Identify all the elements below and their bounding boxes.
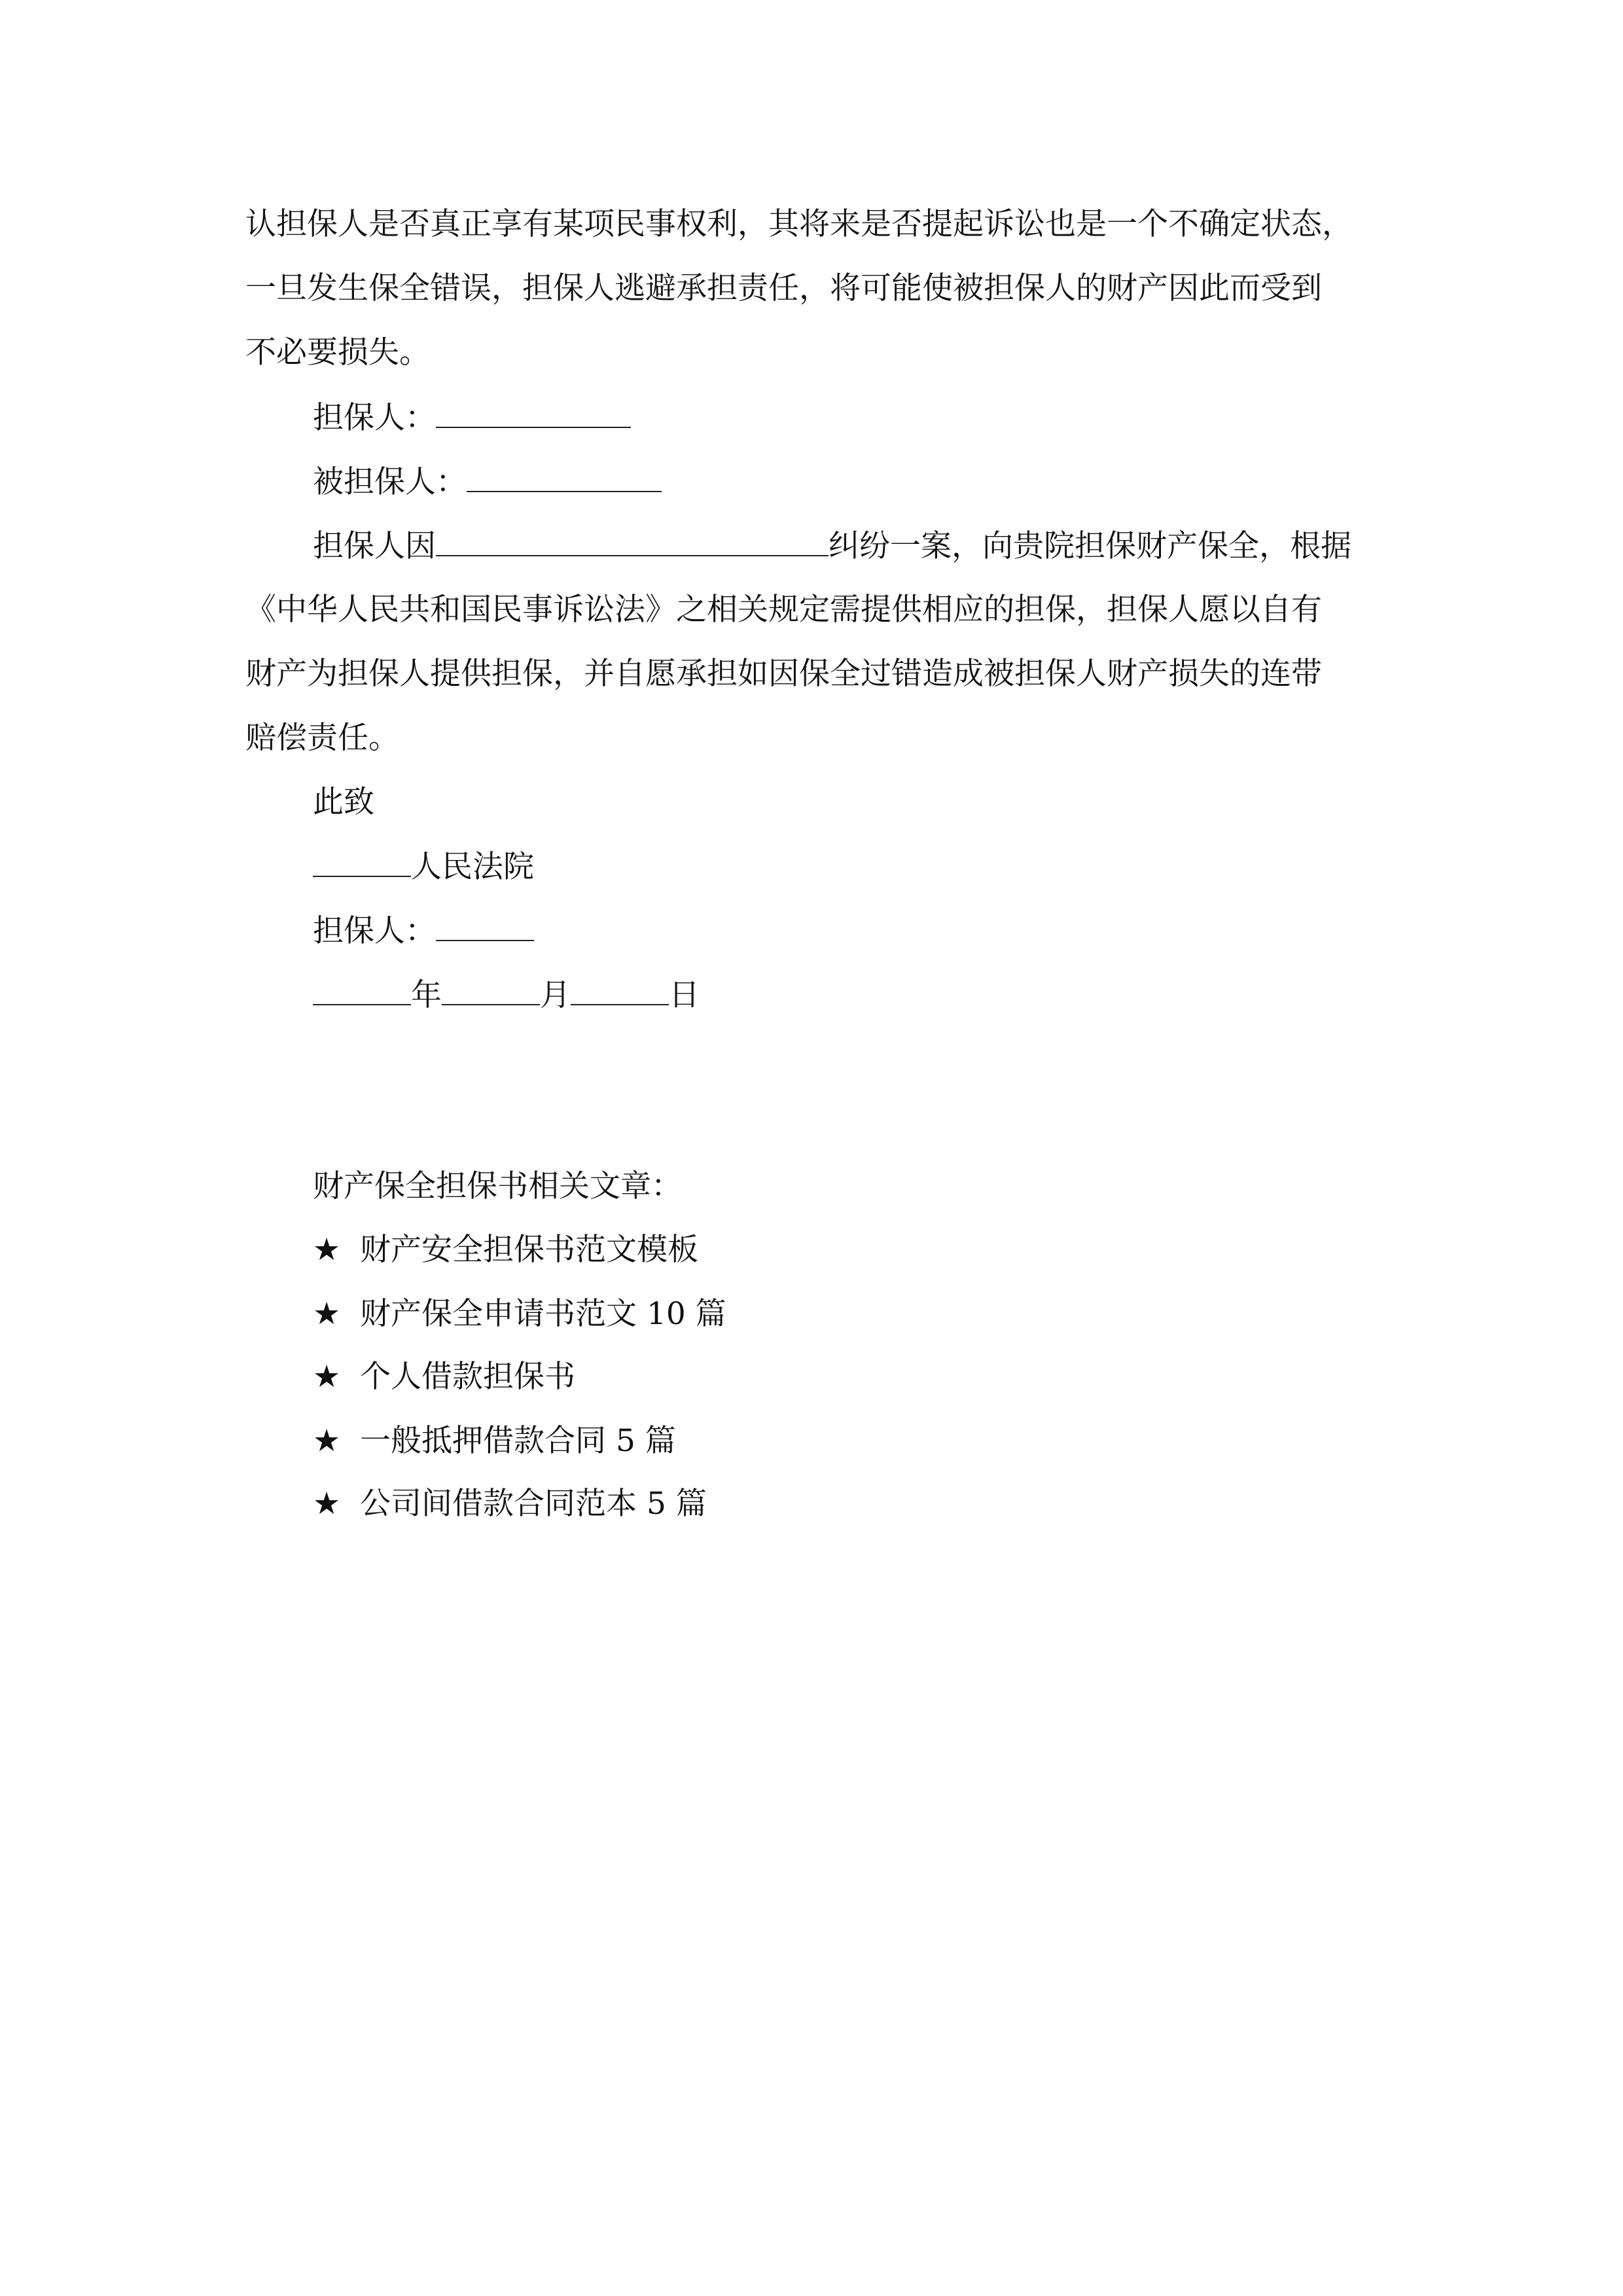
month-blank bbox=[442, 975, 540, 1005]
salutation: 此致 bbox=[313, 784, 374, 820]
related-item-label[interactable]: 财产保全申请书范文 10 篇 bbox=[360, 1296, 726, 1332]
guarantor-field bbox=[313, 398, 631, 438]
signer-blank bbox=[436, 911, 534, 941]
court-line bbox=[313, 847, 534, 887]
related-item-label[interactable]: 个人借款担保书 bbox=[360, 1359, 575, 1395]
guarantor-blank bbox=[436, 398, 631, 428]
star-icon: ★ bbox=[313, 1296, 341, 1332]
day-blank bbox=[571, 975, 669, 1005]
related-item[interactable] bbox=[313, 1230, 698, 1270]
paragraph2-line4: 赔偿责任。 bbox=[245, 720, 399, 756]
month-label: 月 bbox=[540, 977, 571, 1013]
star-icon: ★ bbox=[313, 1232, 341, 1268]
dispute-blank bbox=[436, 526, 829, 556]
paragraph1-line1: 认担保人是否真正享有某项民事权利，其将来是否提起诉讼也是一个不确定状态， bbox=[245, 206, 1353, 242]
related-item[interactable] bbox=[313, 1295, 726, 1334]
signer-line bbox=[313, 911, 534, 951]
paragraph2-line3: 财产为担保人提供担保，并自愿承担如因保全过错造成被担保人财产损失的连带 bbox=[245, 656, 1322, 692]
paragraph2-line2: 《中华人民共和国民事诉讼法》之相关规定需提供相应的担保，担保人愿以自有 bbox=[245, 592, 1322, 628]
paragraph1-line3: 不必要损失。 bbox=[245, 334, 430, 370]
signer-label: 担保人： bbox=[313, 913, 436, 949]
year-blank bbox=[313, 975, 411, 1005]
guaranteed-label: 被担保人： bbox=[313, 464, 467, 500]
related-item[interactable] bbox=[313, 1484, 707, 1524]
paragraph2-prefix: 担保人因 bbox=[313, 528, 436, 564]
date-line bbox=[313, 975, 700, 1015]
related-item[interactable] bbox=[313, 1357, 575, 1397]
paragraph2-suffix: 纠纷一案，向贵院担保财产保全，根据 bbox=[829, 528, 1351, 564]
related-item-label[interactable]: 财产安全担保书范文模板 bbox=[360, 1232, 698, 1268]
guarantor-label: 担保人： bbox=[313, 400, 436, 436]
paragraph2-line1 bbox=[313, 526, 1351, 566]
star-icon: ★ bbox=[313, 1423, 341, 1459]
guaranteed-field bbox=[313, 462, 662, 502]
court-blank bbox=[313, 847, 411, 877]
paragraph1-line2: 一旦发生保全错误，担保人逃避承担责任，将可能使被担保人的财产因此而受到 bbox=[245, 270, 1322, 306]
related-item-label[interactable]: 一般抵押借款合同 5 篇 bbox=[360, 1423, 676, 1459]
star-icon: ★ bbox=[313, 1486, 341, 1522]
year-label: 年 bbox=[411, 977, 442, 1013]
guaranteed-blank bbox=[467, 462, 662, 492]
related-item[interactable] bbox=[313, 1422, 676, 1461]
related-item-label[interactable]: 公司间借款合同范本 5 篇 bbox=[360, 1486, 707, 1522]
court-suffix: 人民法院 bbox=[411, 849, 534, 885]
star-icon: ★ bbox=[313, 1359, 341, 1395]
related-heading: 财产保全担保书相关文章： bbox=[313, 1168, 682, 1204]
day-label: 日 bbox=[669, 977, 700, 1013]
